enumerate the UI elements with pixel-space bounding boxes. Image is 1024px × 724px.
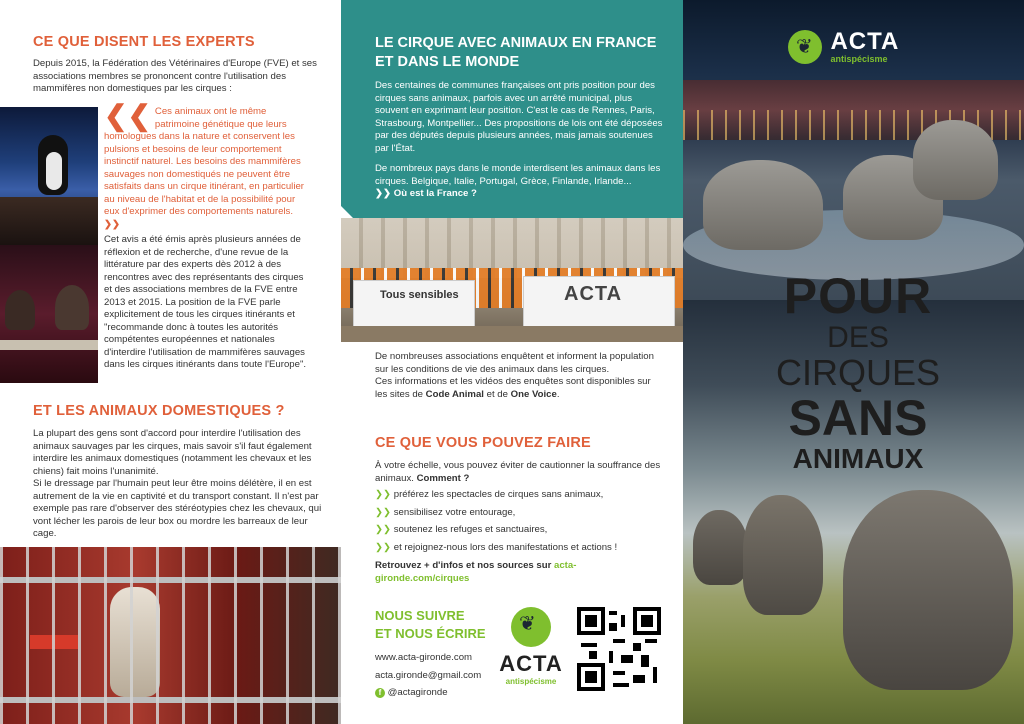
facebook-link[interactable]: f @actagironde: [375, 687, 515, 700]
facebook-icon: f: [375, 688, 385, 698]
acta-logo: ❦ ACTA antispécisme: [491, 607, 571, 686]
do-list: [375, 489, 670, 554]
list-item: ❯❯ préférez les spectacles de cirques sans animaux,: [375, 489, 604, 500]
experts-body: Cet avis a été émis après plusieurs années de réflexion et de recherche, d'une revue de la littérature par des experts dès 2012 à des rencontres avec des représentants des cirques et des associations membres de la FVE entre 2013 et 2015. La position de la FVE parle explicitement de tous les cirques itinérants et "recommande donc à toutes les autorités compétentes européennes et nationales d'interdire l'utilisation de mammifères sauvages dans les cirques itinérants dans toute l'Europe".: [104, 234, 307, 370]
inquiry-paragraph-1: De nombreuses associations enquêtent et informent la population sur les conditions de vie des animaux dans les cirques.: [375, 351, 654, 375]
experts-intro: Depuis 2015, la Fédération des Vétérinaires d'Europe (FVE) et ses associations membres se prononcent contre l'utilisation des mammifères non domestiques par les cirques :: [33, 58, 317, 94]
follow-title: NOUS SUIVRE ET NOUS ÉCRIRE: [375, 608, 486, 641]
acta-cover-logo: ❦ ACTA antispécisme: [788, 30, 938, 64]
quote-open-icon: ❮❮: [104, 100, 151, 131]
bullet-chevron-icon: ❯❯: [375, 506, 392, 518]
horse-cage-photo: [0, 547, 341, 724]
left-panel: [0, 0, 341, 724]
cover-panel: [683, 0, 1024, 724]
demonstration-photo: [341, 218, 683, 342]
penguin-photo: [0, 107, 98, 245]
banner-acta: ACTA: [523, 276, 675, 330]
experts-title: CE QUE DISENT LES EXPERTS: [33, 34, 255, 50]
inquiry-paragraph-2: Ces informations et les vidéos des enquêtes sont disponibles sur les sites de Code Animal et de One Voice.: [375, 376, 651, 400]
list-item: ❯❯ soutenez les refuges et sanctuaires,: [375, 524, 548, 535]
domestic-title: ET LES ANIMAUX DOMESTIQUES ?: [33, 403, 285, 419]
more-info: Retrouvez + d'infos et nos sources sur acta-gironde.com/cirques: [375, 560, 577, 584]
quote-close-icon: ❯❯: [104, 218, 121, 230]
do-title: CE QUE VOUS POUVEZ FAIRE: [375, 435, 591, 451]
cover-title: POUR DES CIRQUES SANS ANIMAUX: [775, 268, 941, 474]
world-paragraph-2: De nombreux pays dans le monde interdisent les animaux dans les cirques. Belgique, Italie, Portugal, Grèce, Finlande, Irlande...: [375, 163, 661, 187]
domestic-paragraph-2: Si le dressage par l'humain peut leur être moins délétère, il en est autrement de la vie en captivité et du transport constant. Il n'est par exemple pas rare d'observer des stéréotypies chez les chevaux, qui vont lécher les parois de leur box ou mordre les barreaux de leur cage.: [33, 478, 322, 539]
sources-link[interactable]: acta-gironde.com/cirques: [375, 560, 577, 584]
sealions-photo: [0, 245, 98, 383]
world-section: [341, 0, 683, 218]
bullet-chevron-icon: ❯❯: [375, 541, 392, 553]
paw-logo-icon: [511, 607, 551, 647]
website-link[interactable]: www.acta-gironde.com: [375, 652, 473, 663]
contact-section: [341, 592, 683, 724]
bullet-chevron-icon: ❯❯: [375, 489, 392, 500]
world-paragraph-1: Des centaines de communes françaises ont pris position pour des cirques sans animaux, parfois avec un arrêté municipal, plus souvent en exprimant leur position. C'est le cas de Rennes, Paris, Strasbourg, Montpellier... Des propositions de lois ont été déposées par des députés depuis plusieurs années, mais jamais soutenues par l'État.: [375, 80, 663, 154]
list-item: ❯❯ et rejoignez-nous lors des manifestations et actions !: [375, 541, 618, 553]
do-intro: À votre échelle, vous pouvez éviter de cautionner la souffrance des animaux. Comment ?: [375, 460, 661, 484]
email-link[interactable]: acta.gironde@gmail.com: [375, 669, 482, 681]
where-is-france-link[interactable]: ❯❯ Où est la France ?: [375, 188, 477, 199]
paw-logo-icon: [788, 30, 822, 64]
qr-code: [577, 607, 661, 691]
experts-quote: Ces animaux ont le même patrimoine génétique que leurs homologues dans la nature et conservent les pulsions et besoins de leur comportement instinctif naturel. Les besoins des mammifères sauvages non domestiqués ne peuvent être satisfaits dans un cirque itinérant, en particulier au niveau de l'habitat et de la possibilité pour eux d'exprimer des comportements naturels. ❯❯: [104, 106, 304, 230]
list-item: ❯❯ sensibilisez votre entourage,: [375, 506, 516, 518]
domestic-paragraph-1: La plupart des gens sont d'accord pour interdire l'utilisation des animaux sauvages par les cirques, mais savoir s'il faut également interdire les animaux domestiques (notamment les chevaux et les chiens) fait moins l'unanimité.: [33, 428, 312, 477]
code-animal-link[interactable]: Code Animal: [425, 388, 484, 400]
world-title: LE CIRQUE AVEC ANIMAUX EN FRANCE ET DANS LE MONDE: [375, 35, 657, 70]
one-voice-link[interactable]: One Voice: [510, 388, 557, 400]
middle-panel: [341, 0, 683, 724]
banner-tous-sensibles: Tous sensibles: [353, 280, 475, 330]
bullet-chevron-icon: ❯❯: [375, 524, 392, 535]
